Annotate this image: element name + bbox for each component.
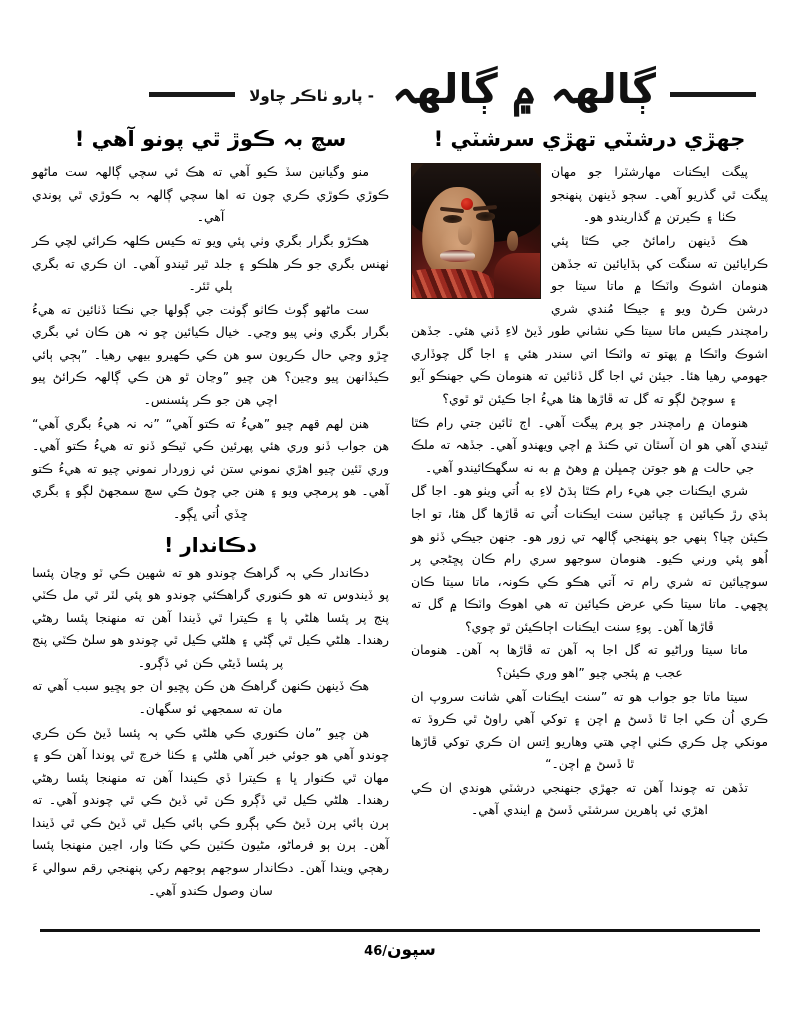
paragraph: هڪ ڏينهن ڪنهن گراهڪ هن ڪن پڇيو ان جو پڇيو سبب آهي ته مان ته سمجهي ئو سگهان۔ — [32, 678, 369, 716]
column-left — [32, 126, 389, 925]
portrait-photo-woman — [411, 163, 541, 299]
page-title: ڳالهہ ۾ ڳالهہ — [391, 65, 656, 114]
photo-mouth — [440, 250, 475, 262]
paragraph: هن چيو ”مان ڪنوري ڪي هلڻي ڪي ٻہ پئسا ڏيڻ ڪن ڪري چوندو آهي هو جوئي خبر آهي هلڻي ۽ ڪٺا خرچ ٿي پوندا آهن ڪو ۽ مهان ٿي ڪنوار ڀا ۽ ڪيترا ڏي ڪيندا آهن ته منهنجا پئسا رهڻي رهندا۔ هلڻي ڪيل ٿي ڏڳرو ڪن ٿي ڏيڻ ڪي ٿي چوندو آهي۔ ته ٻرن ٻائي ٻرن ڏيڻ ڪي ٻڳرو ڪي ٻائي ڪيل ٿي ڏيڻ ڪي ٿي ڏيندا آهن۔ ٻرن ٻو فرماڻو، مڻيون ڪٽين ڪي ڪٽا وار، اڃين منهنجا پئسا رهڄي ويندا آهن۔ دڪاندار سوجهم ٻوجهم ركي پنهنجي رقم سوالي ءَ سان وصول ڪندو آهي۔ — [32, 724, 389, 898]
paragraph: هنن لهم قهم چيو ”هيءُ ته ڪتو آهي“ ”نہ نہ هيءُ بگري آهي“ هن جواب ڏنو وري هئي پهرئين ڪي ٽيڪو ڏنو ته هيءُ ڪتو آهي۔ وري ٽئين چيو اهڙي نموني ستن ئي زوردار نموني چيو ته هيءُ ڪتو آهي۔ هو پرمڄي ويو ۽ هنن جي چوڻ ڪي سچ سمجهڻ لڳو ۽ بگري ڇڏي اُتي ڀڳو۔ — [32, 415, 389, 521]
paragraph: سيتا ماتا جو جواب هو ته ”سنت ايڪنات آهي شانت سروپ ان ڪري اُن ڪي اجا ٿا ڏسڻ ۾ اچن ۽ توکي آهي راوڻ ٿي ڪروڌ ته مونکي چل ڪري ڪٺي اچي هتي وهاريو اِتس ان ڪري توکي ڦاڙها ٿا ڏسڻ ۾ اچن۔“ — [411, 688, 768, 772]
page-number: 46/ — [364, 944, 387, 959]
paragraph: پيگت ايڪنات مهارشٽرا جو مهان پيگت ٿي گذريو آهي۔ سڄو ڏينهن پنهنجو ڪٺا ۽ ڪيرتن ۾ گذاريندو هو۔ — [551, 164, 768, 225]
footer-rule — [40, 929, 760, 932]
paragraph: هڪڙو بگرار بگري وٺي پئي ويو ته ڪيس ڪلهہ ڪرائي لچي ڪر ٺهنس بگري جو ڪر هلڪو ۽ جلد ٿير ٿيندو آهي۔ ان ڪري ته بگري ٻلي ٿئر۔ — [32, 232, 389, 294]
column-right — [411, 126, 768, 925]
masthead-rule-left — [149, 92, 235, 97]
column-right-heading: جهڙي درشٽي تهڙي سرشٽي ! — [433, 127, 746, 151]
page-footer — [40, 929, 760, 975]
author-byline: - پارو ٺاڪر چاولا — [249, 87, 374, 105]
paragraph: تڏهن ته چوندا آهن ته جهڙي جنهنجي درشٽي هوندي ان ڪي اهڙي ئي ٻاهرين سرشٽي ڏسڻ ۾ ايندي آهي۔ — [411, 779, 748, 818]
footer-label — [40, 940, 760, 960]
paragraph: ست ماڻهو ڳوٺ ڪاٺو ڳوٺت جي ڳولها جي نڪتا ڏٺائين ته هيءُ بگرار بگري وٺي پيو وڃي۔ خيال ڪيائين چو نہ هن ڪان ئي بگري ڇڙو وڃي حال ڪريون سو هن ڪي ڪهيرو بيهي رهيا۔ ”ٻڄي ٻائي ڪيڏانهن پيو وڃين؟ هن چيو ”وڃان ٿو هن ڪي ڳالهہ ڪرائڻ پيو اچي هن جو ڪر پئسنس۔ — [32, 301, 389, 408]
column-left-heading: سچ بہ ڪوڙ ٿي پونو آهي ! — [74, 127, 347, 151]
portrait-photo-figure — [411, 163, 541, 299]
photo-scarf — [494, 253, 541, 300]
paragraph: هنومان ۾ رامچندر جو پرم پيگت آهي۔ اڄ ٽائين جتي رام ڪٿا ٿيندي آهي هو ان آسٿان تي ڪنڌ ۾ اچي ويهندو آهي۔ جڏهہ ته ملڪ جي حالت ۾ هو جوتن چمڀلن ۾ وهڻ ۾ به نه سگهڪائيندو آهي۔ — [411, 414, 768, 475]
paragraph: هڪ ڏينهن رامائڻ جي ڪٿا پئي ڪرايائين ته سنگت کي ٻڌايائين ته جڏهن هنومان اشوڪ واٽڪا ۾ ماتا سيتا جو درشن ڪرڻ ويو ۽ جيڪا مُندي شري رامچندر ڪيس ماتا سيتا ڪي نشاني طور ڏيڻ لاءِ ڏني هئي۔ جڏهن اشوڪ واٽڪا ۾ پهتو ته واٽڪا اتي سندر هئي ۽ اجا گل چوڏاري جهومي رهيا هئا۔ جيئن ئي اجا گل ڏٺائين ته هنومان ڪي جهنڪو آيو ۽ سوچڻ لڳو ته گل ته ڦاڙها هئا هيءُ اجا ڪيئن ٿو ٿوي؟ — [411, 232, 768, 407]
photo-sari — [411, 269, 494, 299]
paragraph: منو وگيانين سڏ ڪيو آهي ته هڪ ئي سچي ڳالهہ ست ماڻهو ڪوڙي ڪوڙي ڪري چون ته اها سچي ڳالهہ بہ ڪوڙي ٿي پوندي آهي۔ — [32, 164, 389, 225]
paragraph: شري ايڪنات جي هيء رام ڪٿا ٻڌڻ لاءِ به اُتي ويٺو هو۔ اجا گل ٻڌي رڙ ڪيائين ۽ چيائين سنت ايڪنات اُتي ته ڦاڙها گل هئا، تو اجا ڪيئن چيا؟ ٻنهي جو پنهنجي ڳالهہ تي زور هو۔ جنهن جيڪي ڏٺو هو اُهو پئي ورني ڪيو۔ هنومان سوجهو سري رام ڪان پڇڻجي پر سوچيائين ته شري رام تہ آتي هڪو ڪي ڪونہ، ماتا سيتا ڪان پڇهي۔ ماتا سيتا ڪي عرض ڪيائين ته هي اهوڪ واٽڪا ۾ گل ته ڦاڙها آهن۔ پوءِ سنت ايڪنات اڄاڪيئن ٿو چوي؟ — [411, 483, 768, 634]
photo-bindi — [461, 198, 473, 210]
paragraph: ماتا سيتا وراڻيو ته گل اجا ٻہ آهن ته ڦاڙها ٻہ آهن۔ هنومان عجب ۾ پئجي چيو ”اهو وري ڪيئن؟ — [411, 642, 748, 680]
article-columns — [32, 126, 768, 925]
masthead-rule-right — [670, 92, 756, 97]
paragraph: دڪاندار ڪي ٻہ گراهڪ چوندو هو ته شهين ڪي ٽو وڃان پئسا پو ڏيندوس ته هو ڪنوري گراهڪئي چوندو هو پئي لٽر ٿي مل ڪٽي پنج پر پئسا هلڻي پا ۽ ڪيترا ٿي ڏيندا آهن ته منهنجا پئسا رهڻي رهندا۔ هلڻي ڪيل ٿي ڳڻي ۽ هلڻي ڪيل ٿي چوندو هو سلڻ ڪٽي پنج پر پئسا ڏيڻي ڪن ئي ڏڳرو۔ — [32, 564, 389, 670]
magazine-name: سپون — [387, 940, 436, 960]
column-left-subheading: دڪاندار ! — [164, 532, 257, 557]
photo-nose — [458, 225, 472, 245]
masthead — [30, 62, 770, 118]
photo-eye-right — [476, 212, 495, 220]
